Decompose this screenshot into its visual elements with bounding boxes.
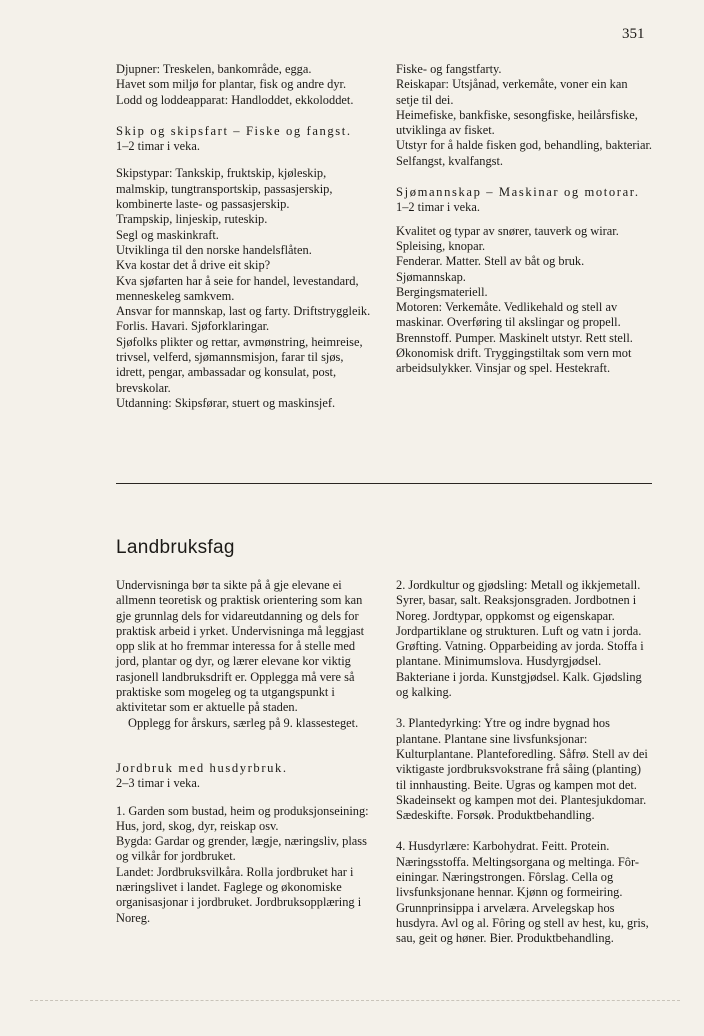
paragraph: Ansvar for mannskap, last og farty. Driftstryggleik. Forlis. Havari. Sjøforklaringar.: [116, 304, 371, 334]
paragraph: Kva kostar det å drive eit skip?: [116, 258, 271, 273]
paragraph: Kvalitet og typar av snører, tauverk og wirar.: [396, 223, 619, 238]
page-number: 351: [622, 26, 645, 42]
paragraph: Kva sjøfarten har å seie for handel, levestandard, menneskeleg samkvem.: [116, 273, 359, 303]
paragraph: Djupner: Treskelen, bankområde, egga.: [116, 62, 312, 76]
paragraph: Utviklinga til den norske handelsflåten.: [116, 242, 312, 257]
paragraph: Sjøfolks plikter og rettar, avmønstring, heimreise, trivsel, velferd, sjømannsmisjon, farar til sjøs, idrett, pengar, ambassadar og konsulat, post, brevskolar.: [116, 334, 363, 395]
hours-text: 2–3 timar i veka.: [116, 776, 200, 791]
section-heading: Sjømannskap – Maskinar og motorar.: [396, 185, 640, 200]
paragraph: Lodd og loddeapparat: Handloddet, ekkoloddet.: [116, 92, 354, 107]
paragraph: Opplegg for årskurs, særleg på 9. klassesteget.: [128, 715, 359, 730]
paragraph: Motoren: Verkemåte. Vedlikehald og stell av maskinar. Overføring til akslingar og propell. Brennstoff. Pumper. Maskinelt utstyr. Rett stell.: [396, 300, 633, 345]
paragraph: 1. Garden som bustad, heim og produksjonseining: Hus, jord, skog, dyr, reiskap osv.: [116, 803, 369, 833]
paragraph: Økonomisk drift. Tryggingstiltak som vern mot arbeidsulykker. Vinsjar og spel. Hestekraft.: [396, 346, 632, 376]
paragraph: Selfangst, kvalfangst.: [396, 153, 504, 168]
top-left-column: [116, 62, 372, 411]
paragraph: Spleising, knopar.: [396, 238, 486, 253]
paragraph: Bygda: Gardar og grender, lægje, næringsliv, plass og vilkår for jordbruket.: [116, 834, 367, 864]
section-heading: Skip og skipsfart – Fiske og fangst.: [116, 123, 352, 138]
paragraph: 4. Husdyrlære: Karbohydrat. Feitt. Protein. Næringsstoffa. Meltingsorgana og meltinga. Fôr-einingar. Næringstrongen. Fôrslag. Cella og livsfunksjonane hennar. Kjønn og formeiring. Grunnprinsippa i arvelæra. Arvelegskap hos husdyra. Avl og al. Fôring og stell av hest, ku, gris, sau, geit og høner. Bier. Produktbehandling.: [396, 839, 649, 946]
hours-text: 1–2 timar i veka.: [116, 139, 200, 154]
paragraph: 3. Plantedyrking: Ytre og indre bygnad hos plantane. Plantane sine livsfunksjonar: Kulturplantane. Planteforedling. Såfrø. Stell av dei viktigaste jordbruksvokstrane frå såing (planting) til innhausting. Beite. Ugras og kampen mot det. Skadeinsekt og kampen mot dei. Plantesjukdomar. Sædeskifte. Forsøk. Produktbehandling.: [396, 716, 648, 823]
paragraph: Bergingsmateriell.: [396, 284, 488, 299]
paragraph: Fiske- og fangstfarty.: [396, 62, 502, 76]
top-right-column: [396, 62, 652, 377]
hours-text: 1–2 timar i veka.: [396, 200, 480, 215]
paragraph: Havet som miljø for plantar, fisk og andre dyr.: [116, 77, 347, 92]
scan-edge-line: [30, 1000, 680, 1001]
paragraph: Fenderar. Matter. Stell av båt og bruk.: [396, 254, 585, 269]
section-heading: Jordbruk med husdyrbruk.: [116, 760, 288, 775]
paragraph: Segl og maskinkraft.: [116, 227, 219, 242]
paragraph: Landet: Jordbruksvilkåra. Rolla jordbruket har i næringslivet i landet. Faglege og økonomiske organisasjonar i jordbruket. Jordbruksopplæring i Noreg.: [116, 864, 362, 925]
section-divider: [116, 483, 652, 484]
paragraph: Skipstypar: Tankskip, fruktskip, kjøleskip, malmskip, tungtransportskip, passasjerskip, kombinerte laste- og passasjerskip.: [116, 166, 333, 212]
paragraph: Utstyr for å halde fisken god, behandling, bakteriar.: [396, 138, 652, 153]
paragraph: Undervisninga bør ta sikte på å gje elevane ei allmenn teoretisk og praktisk orientering som kan gje grunnlag dels for vidareutdanning og dels for praktisk arbeid i yrket. Undervisninga må leggjast opp slik at ho fremmar interessa for å stelle med jord, plantar og dyr, og lærer elevane kor viktig rasjonell landbruksdrift er. Opplegga må vere så praktiske som mogeleg og ta utgangspunkt i aktivitetar som er aktuelle på staden.: [116, 578, 365, 715]
paragraph: 2. Jordkultur og gjødsling: Metall og ikkjemetall. Syrer, basar, salt. Reaksjonsgraden. Jordbotnen i Noreg. Jordtypar, oppkomst og eigenskapar. Jordpartiklane og strukturen. Luft og vatn i jorda. Grøfting. Vatning. Opparbeiding av jorda. Stoffa i plantane. Minimumslova. Husdyrgjødsel. Bakteriane i jorda. Kunstgjødsel. Kalk. Gjødsling og kalking.: [396, 578, 644, 700]
paragraph: Trampskip, linjeskip, ruteskip.: [116, 212, 268, 227]
paragraph: Heimefiske, bankfiske, sesongfiske, heilårsfiske, utviklinga av fisket.: [396, 107, 638, 138]
bottom-left-column: [116, 578, 372, 926]
paragraph: Reiskapar: Utsjånad, verkemåte, voner ein kan setje til dei.: [396, 77, 628, 107]
page-title: Landbruksfag: [116, 537, 235, 558]
paragraph: Utdanning: Skipsførar, stuert og maskinsjef.: [116, 395, 336, 410]
bottom-right-column: [396, 578, 652, 947]
paragraph: Sjømannskap.: [396, 269, 466, 284]
